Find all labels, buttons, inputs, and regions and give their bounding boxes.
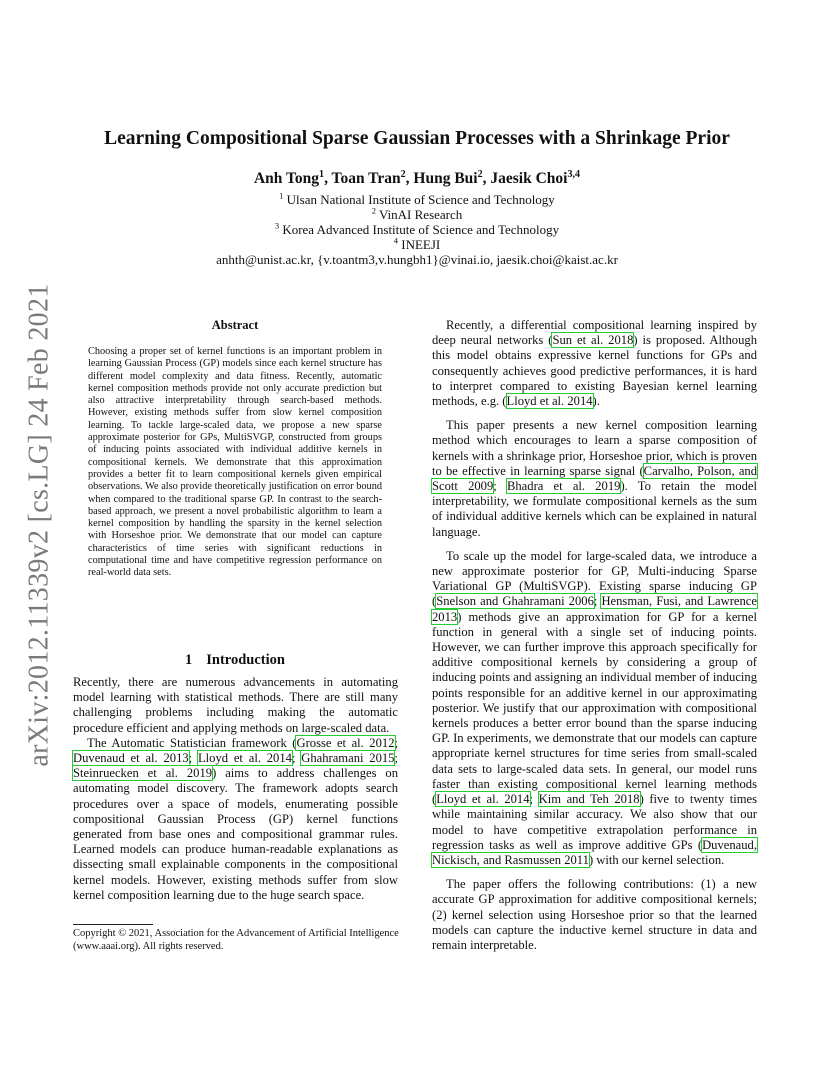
affiliation-line — [72, 207, 762, 222]
right-paragraph-3 — [432, 549, 757, 868]
citation-link[interactable]: Kim and Teh 2018 — [538, 792, 640, 807]
affil-mark: 4 — [393, 235, 398, 246]
text-run: ; — [394, 751, 398, 766]
author-affil-mark: 1 — [319, 168, 325, 180]
affiliation-text: INEEJI — [401, 237, 441, 252]
arxiv-identifier — [20, 283, 60, 767]
author-emails: anhth@unist.ac.kr, {v.toantm3,v.hungbh1}@vinai.io, jaesik.choi@kaist.ac.kr — [216, 252, 618, 267]
text-run: ) with our kernel selection. — [588, 852, 725, 867]
citation-link[interactable]: Grosse et al. 2012 — [296, 735, 395, 750]
affiliation-block — [72, 192, 762, 267]
affil-mark: 2 — [371, 205, 376, 216]
affiliation-text: Korea Advanced Institute of Science and Technology — [282, 222, 560, 237]
citation-link[interactable]: Lloyd et al. 2014 — [436, 792, 530, 807]
citation-link[interactable]: Steinruecken et al. 2019 — [73, 766, 213, 781]
text-run: ) aims to address challenges on automating model discovery. The framework adopts search procedures over a space of models, enumerating possible compositional Gaussian Process (GP) kernel functions generated from base ones and compositional grammar rules. Learned models can produce human-readable explanations as dissecting small explainable components in the compositional kernel models. However, existing methods suffer from slow kernel composition learning due to the huge search space. — [73, 766, 399, 902]
text-run: ) methods give an approximation for GP for a kernel function in general with a single set of inducing points. However, we can further improve this approach specifically for additive compositional kernels by considering a group of inducing points and assigning an individual member of inducing points responsible for an additive kernel in our approximating posterior. We justify that our approximation with compositional kernels produces a better error bound than the sparse inducing GP. In experiments, we demonstrate that our models can capture appropriate kernel structures for time series from small-scaled data sets to large-scaled data sets. In general, our model runs faster than existing compositional kernel learning methods ( — [432, 609, 757, 807]
intro-paragraph-2 — [73, 736, 398, 903]
author-name: Jaesik Choi — [490, 170, 568, 187]
text-run: To scale up the model for large-scaled data, we introduce a new approximate posterior for GP, Multi-inducing Sparse Variational GP (MultiSVGP). Existing sparse inducing GP ( — [432, 548, 757, 609]
author-affil-mark: 2 — [400, 168, 406, 180]
text-run: Recently, a differential compositional learning inspired by deep neural networks ( — [432, 318, 757, 348]
right-paragraph-1 — [432, 318, 757, 409]
copyright-footnote: Copyright © 2021, Association for the Advancement of Artificial Intelligence (www.aaai.org). All rights reserved. — [73, 928, 399, 952]
abstract-text: Choosing a proper set of kernel functions is an important problem in learning Gaussian Process (GP) models since each kernel structure has different model complexity and data fitness. Recently, automatic kernel composition methods provide not only accurate prediction but also attractive interpretability through search-based methods. However, existing methods suffer from slow kernel composition learning. To tackle large-scaled data, we propose a new sparse approximate posterior for GPs, MultiSVGP, constructed from groups of inducing points associated with individual additive kernels in compositional kernels. We demonstrate that this approximation provides a better fit to learn compositional kernels given empirical observations. We also provide theoretically justification on error bound when compared to the traditional sparse GP. In contrast to the search-based approach, we present a novel probabilistic algorithm to learn a kernel composition by handling the sparsity in the kernel selection with Horseshoe prior. We demonstrate that our model can capture characteristics of time series with significant reductions in computational time and have competitive regression performance on real-world data sets. — [88, 346, 382, 579]
author-name: Toan Tran — [331, 170, 401, 187]
text-run: ). To retain the model interpretability, we formulate compositional kernels as the sum of individual additive kernels which can be explained in natural language. — [432, 479, 757, 539]
author-affil-mark: 2 — [477, 168, 483, 180]
text-run: ; — [529, 792, 539, 807]
citation-link[interactable]: Sun et al. 2018 — [552, 333, 634, 348]
section-heading-introduction — [72, 652, 398, 669]
text-run: ; — [291, 751, 302, 766]
text-run: ; — [188, 751, 198, 766]
section-title: Introduction — [206, 652, 285, 668]
text-run: ). — [592, 394, 600, 409]
author-name: Anh Tong — [253, 170, 320, 187]
author-affil-mark: 3,4 — [567, 168, 581, 180]
footnote-divider — [73, 924, 153, 925]
text-run: ) five to twenty times while maintaining similar accuracy. We also show that our model to have competitive extrapolation performance in regression tasks as well as improve additive GPs ( — [432, 792, 757, 852]
affiliation-line — [72, 192, 762, 207]
introduction-body — [73, 675, 398, 903]
text-run: ; — [394, 735, 398, 750]
affiliation-line — [72, 237, 762, 252]
abstract-heading: Abstract — [211, 318, 259, 332]
citation-link[interactable]: Duvenaud et al. 2013 — [73, 751, 189, 766]
text-run: The Automatic Statistician framework ( — [87, 735, 297, 750]
author-name: Hung Bui — [413, 170, 478, 187]
intro-paragraph-1: Recently, there are numerous advancements in automating model learning with statistical methods. There are still many challenging problems including making the automatic procedure efficient and applying methods on large-scaled data. — [73, 675, 398, 735]
right-column-body — [432, 318, 757, 962]
text-run: ; — [593, 594, 602, 609]
right-paragraph-2 — [432, 418, 757, 540]
citation-link[interactable]: Snelson and Ghahramani 2006 — [436, 594, 594, 609]
citation-link[interactable]: Lloyd et al. 2014 — [197, 751, 292, 766]
affiliation-text: Ulsan National Institute of Science and Technology — [286, 192, 555, 207]
right-paragraph-4: The paper offers the following contributions: (1) a new accurate GP approximation for additive compositional kernels; (2) kernel selection using Horseshoe prior so that the learned models can capture the inductive kernel structure in data and remain interpretable. — [432, 877, 757, 952]
citation-link[interactable]: Ghahramani 2015 — [301, 751, 395, 766]
section-number: 1 — [185, 652, 193, 668]
citation-link[interactable]: Lloyd et al. 2014 — [506, 394, 593, 409]
citation-link[interactable]: Duvenaud, Nickisch, and Rasmussen 2011 — [432, 837, 757, 867]
paper-title: Learning Compositional Sparse Gaussian Processes with a Shrinkage Prior — [104, 128, 730, 149]
author-list: Anh Tong$^1$, Toan Tran$^2$, Hung Bui$^2$, Jaesik Choi$^{3,4}$ — [253, 168, 581, 187]
arxiv-id-text: arXiv:2012.11339v2 [cs.LG] 24 Feb 2021 — [24, 283, 56, 767]
text-run: ; — [493, 479, 507, 494]
text-run: ) is proposed. Although this model obtains expressive kernel functions for GPs and consequently achieves good predictive performances, it is hard to interpret compared to existing Bayesian kernel learning methods, e.g. ( — [432, 333, 757, 409]
citation-link[interactable]: Bhadra et al. 2019 — [506, 479, 621, 494]
citation-link[interactable]: Carvalho, Polson, and Scott 2009 — [432, 463, 757, 494]
affiliation-line — [72, 222, 762, 237]
affil-mark: 3 — [274, 220, 280, 231]
affil-mark: 1 — [279, 190, 284, 201]
affiliation-text: VinAI Research — [378, 207, 463, 222]
citation-link[interactable]: Hensman, Fusi, and Lawrence 2013 — [432, 594, 757, 624]
text-run: This paper presents a new kernel composition learning method which encourages to learn a sparse composition of kernels with a shrinkage prior, Horseshoe prior, which is proven to be effective in learning sparse signal ( — [432, 418, 757, 478]
